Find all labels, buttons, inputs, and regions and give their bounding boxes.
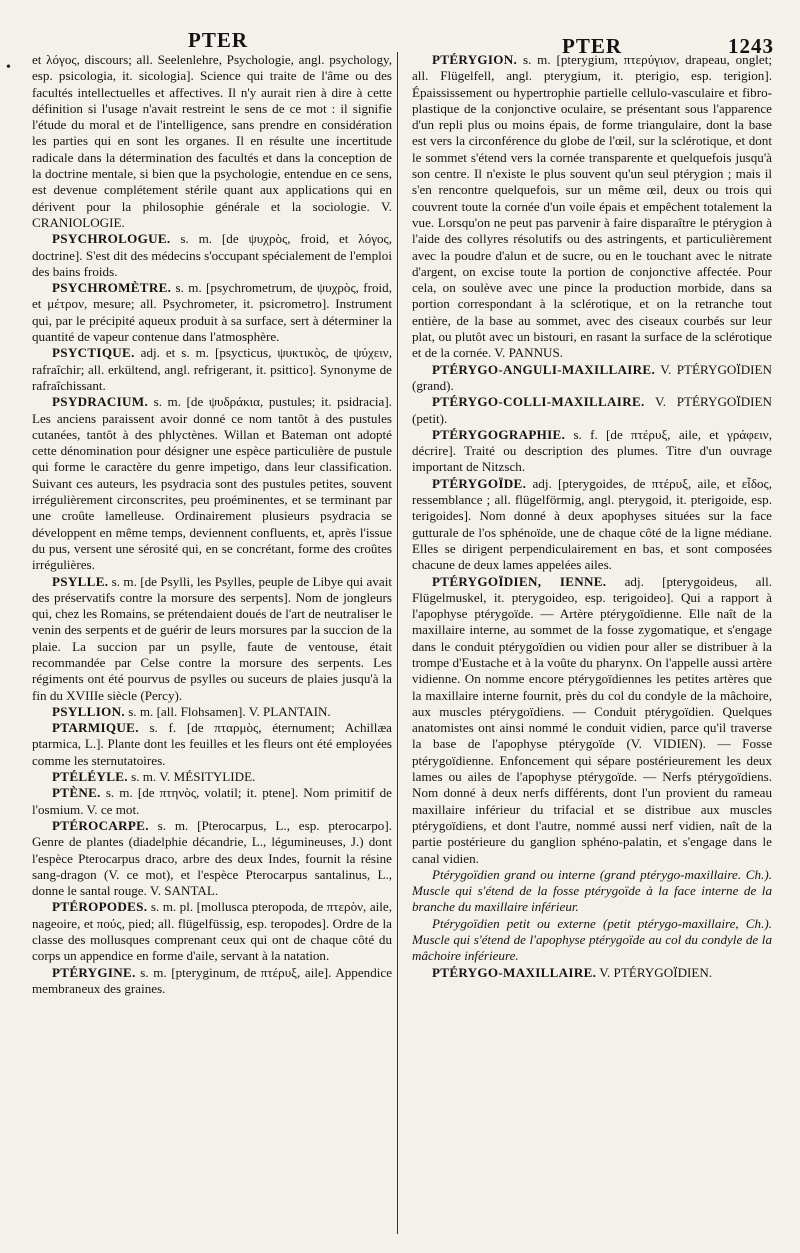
definition: s. m. [de Psylli, les Psylles, peuple de Libye qui avait des préservatifs contre la morsure des serpents]. Nom de jongleurs qui, chez les Romains, se prétendaient doués de l'art de neutraliser le venin des serpents et de guérir de leurs morsures par la succion de la plaie. La succion par un psylle, faute de ventouse, était recommandée par Celse contre la morsure des serpents. Les régiments ont été pourvus de psylles ou suceurs de plaies jusqu'à la fin du XVIIIe siècle (Percy). bbox=[32, 573, 392, 703]
entry-ptene bbox=[32, 785, 392, 818]
headword: PTÉRYGOGRAPHIE. bbox=[432, 426, 566, 442]
headword: PSYLLION. bbox=[52, 703, 125, 719]
right-running-head: PTER bbox=[562, 34, 623, 58]
definition: adj. [pterygoideus, all. Flügelmuskel, it. pterygoideo, esp. terigoideo]. Qui a rapport à l'apophyse ptérygoïde. — Artère ptérygoïdienne. Elle naît de la maxillaire interne, au sommet de la fosse zygomatique, et s'engage dans le conduit ptérygoïdien ou vidien pour aller se distribuer à la trompe d'Eustache et à la voûte du pharynx. On l'appelle aussi artère vidienne. On nomme encore ptérygoïdiennes les petites artères que la maxillaire interne fournit, près du col du condyle de la mâchoire, aux muscles ptérygoïdiens. — Conduit ptérygoïdien. Quelques anatomistes ont ainsi nommé le conduit vidien, parce qu'il traverse la base de l'apophyse ptérygoïde (V. VIDIEN). — Fosse ptérygoïdienne. Enfoncement qui sépare postérieurement les deux lames ou ailes de l'apophyse ptérygoïde. — Nerfs ptérygoïdiens. Nom donné à deux nerfs différents, dont l'un provient du rameau maxillaire inférieur du trifacial et se distribue aux muscles ptérygoïdiens, et dont l'autre, nommé aussi nerf vidien, naît de la partie postérieure du ganglion sphéno-palatin, et s'engage dans le canal vidien. bbox=[412, 573, 772, 866]
entry-pterygine bbox=[32, 965, 392, 998]
definition: s. m. [all. Flohsamen]. V. PLANTAIN. bbox=[124, 703, 331, 719]
headword: PSYCHROLOGUE. bbox=[52, 231, 171, 247]
entry-psyllion bbox=[32, 704, 392, 720]
page-number: 1243 bbox=[728, 34, 774, 58]
definition: Ptérygoïdien petit ou externe (petit ptérygo-maxillaire, Ch.). Muscle qui s'étend de l'apophyse ptérygoïde au col du condyle de la mâchoire inférieure. bbox=[412, 915, 772, 964]
definition: s. m. [de ψυχρὸς, froid, et λόγος, doctrine]. S'est dit des médecins s'occupant spécialement de l'emploi des bains froids. bbox=[32, 231, 392, 279]
entry-pteleyle bbox=[32, 769, 392, 785]
entry-pterocarpe bbox=[32, 818, 392, 899]
headword: PTÉRYGION. bbox=[432, 52, 518, 67]
headword: PTÉRYGO-MAXILLAIRE. bbox=[432, 964, 597, 980]
entry-ptarmique bbox=[32, 720, 392, 769]
definition: V. PTÉRYGOÏDIEN (grand). bbox=[412, 361, 772, 393]
headword: PSYCTIQUE. bbox=[52, 345, 135, 361]
headword: PTÉROCARPE. bbox=[52, 817, 149, 833]
definition: s. m. [de ψυδράκια, pustules; it. psidracia]. Les anciens paraissent avoir donné ce nom tantôt à des pustules cutanées, tantôt à des phlyctènes. Willan et Bateman ont adopté cette dénomination pour désigner une espèce particulière de pustule qui forme le caractère du genre impetigo, dans leur classification. Suivant ces auteurs, les psydracia sont des pustules petites, souvent irrégulièrement circonscrites, peu proéminentes, et se terminant par une croûte lamelleuse. Ordinairement plusieurs psydracia se développent en même temps, deviennent confluents, et, après l'issue du pus, versent une sérosité qui, en se concrétant, forme des croûtes irrégulières. bbox=[32, 394, 392, 573]
right-column bbox=[412, 52, 772, 981]
entry-pterygo-colli-maxillaire bbox=[412, 394, 772, 427]
running-header bbox=[0, 14, 800, 58]
entry-psychologie-cont: et λόγος, discours; all. Seelenlehre, Psychologie, angl. psychology, esp. psicologia, it. sicologia]. Science qui traite de l'âme ou des facultés intellectuelles et affectives. Il n'y aurait rien à dire à cette définition si l'usage n'avait restreint le sens de ce mot : il signifie l'étude du moral et de l'intelligence, sans prendre en considération les parties qui en sont les organes. Il en résulte une incertitude radicale dans la détermination des facultés et dans la conception de la doctrine mentale, si bien que la psychologie, entendue en ce sens, est devenue complétement stérile quant aux applications qui en dérivent pour la philosophie générale et la sociologie. V. CRANIOLOGIE. bbox=[32, 52, 392, 230]
entry-pterygoidien-petit bbox=[412, 916, 772, 965]
definition: s. m. [pteryginum, de πτέρυξ, aile]. Appendice membraneux des graines. bbox=[32, 964, 392, 996]
definition: s. f. [de πτέρυξ, aile, et γράφειν, décrire]. Traité ou description des plumes. Titre d'un ouvrage important de Nitzsch. bbox=[412, 426, 772, 475]
headword: PTÉRYGINE. bbox=[52, 964, 136, 980]
headword: PTÉRYGO-ANGULI-MAXILLAIRE. bbox=[432, 361, 656, 377]
definition: s. m. V. MÉSITYLIDE. bbox=[127, 769, 256, 785]
headword: PSYLLE. bbox=[52, 573, 109, 589]
headword: PSYCHROMÈTRE. bbox=[52, 280, 172, 296]
headword: PTÉRYGO-COLLI-MAXILLAIRE. bbox=[432, 394, 645, 410]
entry-pterygographie bbox=[412, 427, 772, 476]
headword: PTÉRYGOÏDIEN, IENNE. bbox=[432, 573, 607, 589]
entry-pterygo-maxillaire bbox=[412, 965, 772, 981]
entry-psylle bbox=[32, 574, 392, 704]
entry-psydracium bbox=[32, 394, 392, 573]
definition: V. PTÉRYGOÏDIEN. bbox=[596, 964, 713, 980]
entry-pterygoide bbox=[412, 476, 772, 574]
entry-pterygo-anguli-maxillaire bbox=[412, 362, 772, 395]
entry-pterygoidien-grand bbox=[412, 867, 772, 916]
headword: PTÉRYGOÏDE. bbox=[432, 475, 527, 491]
definition: s. m. [Pterocarpus, L., esp. pterocarpo]. Genre de plantes (diadelphie décandrie, L., légumineuses, J.) dont l'espèce Pterocarpus draco, arbre des deux Indes, fournit la résine sang-dragon (V. ce mot), et l'espèce Pterocarpus santalinus, L., donne le santal rouge. V. SANTAL. bbox=[32, 817, 392, 899]
left-column bbox=[32, 52, 392, 997]
entry-pterygoidien bbox=[412, 574, 772, 867]
definition: s. f. [de πταρμὸς, éternument; Achillæa ptarmica, L.]. Plante dont les feuilles et les fleurs ont été employées comme les sternutatoires. bbox=[32, 720, 392, 768]
definition: Ptérygoïdien grand ou interne (grand ptérygo-maxillaire. Ch.). Muscle qui s'étend de la fosse ptérygoïde à la face interne de la branche du maxillaire inférieur. bbox=[412, 866, 772, 915]
definition: adj. et s. m. [psycticus, ψυκτικὸς, de ψύχειν, rafraîchir; all. erkültend, angl. refrigerant, it. psittico]. Synonyme de rafraîchissant. bbox=[32, 345, 392, 393]
definition: adj. [pterygoides, de πτέρυξ, aile, et εἶδος, ressemblance ; all. flügelförmig, angl. pterygoid, it. pterigoide, esp. terigoides]. Nom donné à deux apophyses situées sur la face gutturale de l'os sphénoïde, une de chaque côté de la ligne médiane. Elles se dirigent perpendiculairement en bas, et sont composées chacune de deux lames appelées ailes. bbox=[412, 475, 772, 573]
headword: PTÉLÉYLE. bbox=[52, 769, 128, 785]
headword: PTARMIQUE. bbox=[52, 720, 139, 736]
column-divider bbox=[397, 52, 398, 1234]
margin-mark: • bbox=[6, 60, 11, 75]
entry-pteropodes bbox=[32, 899, 392, 964]
definition: s. m. [pterygium, πτερύγιον, drapeau, onglet; all. Flügelfell, angl. pterygium, it. pterigio, esp. terigion]. Épaississement ou hypertrophie partielle cellulo-vasculaire et fibro-plastique de la conjonctive oculaire, se présentant sous l'apparence d'un repli plus ou moins épais, de forme triangulaire, dont la base est vers la circonférence du globe de l'œil, sur la sclérotique, et dont le sommet s'étend vers la cornée transparente et quelquefois jusqu'à son centre. Il n'existe le plus souvent qu'un seul ptérygion ; mais il s'en rencontre quelquefois, sur un même œil, deux ou trois qui couvrent toute la cornée d'un voile épais et empêchent totalement la vue. Lorsqu'on ne peut pas parvenir à faire disparaître le ptérygion à l'aide des collyres résolutifs ou des astringents, et particulièrement avec la poudre d'alun et de sucre, ou en le touchant avec le nitrate d'argent, on excise toute la portion de conjonctive affectée. Pour cela, on soulève avec une pince la production morbide, dans sa portion correspondant à la sclérotique, et on la retranche tout entière, de la base au sommet, avec des ciseaux courbés sur leur plat, ou plutôt avec un bistouri, en rasant la surface de la sclérotique et de la cornée. V. PANNUS. bbox=[412, 52, 772, 361]
entry-psyctique bbox=[32, 345, 392, 394]
entry-psychrologue bbox=[32, 231, 392, 280]
headword: PTÈNE. bbox=[52, 785, 101, 801]
definition: s. m. [psychrometrum, de ψυχρὸς, froid, et μέτρον, mesure; all. Psychrometer, it. psicrometro]. Instrument qui, par le précipité aqueux produit à sa surface, sert à déterminer la quantité de vapeur contenue dans l'atmosphère. bbox=[32, 280, 392, 345]
definition: V. PTÉRYGOÏDIEN (petit). bbox=[412, 394, 772, 426]
definition: s. m. pl. [mollusca pteropoda, de πτερὸν, aile, nageoire, et πούς, pied; all. flügelfüssig, esp. teropodes]. Ordre de la classe des mollusques comprenant ceux qui ont de chaque côté du corps un appendice en forme d'aile, servant à la natation. bbox=[32, 899, 392, 964]
entry-psychrometre bbox=[32, 280, 392, 345]
definition: s. m. [de πτηνὸς, volatil; it. ptene]. Nom primitif de l'osmium. V. ce mot. bbox=[32, 785, 392, 817]
entry-pterygion bbox=[412, 52, 772, 362]
left-running-head: PTER bbox=[188, 28, 249, 52]
headword: PSYDRACIUM. bbox=[52, 394, 149, 410]
headword: PTÉROPODES. bbox=[52, 899, 148, 915]
